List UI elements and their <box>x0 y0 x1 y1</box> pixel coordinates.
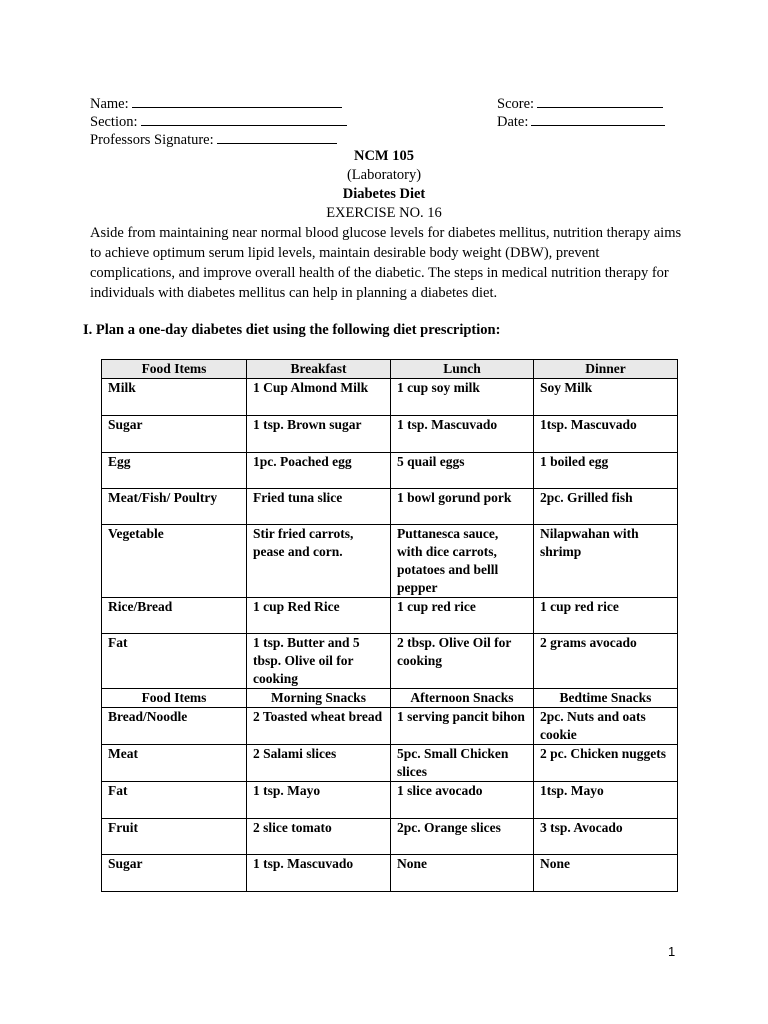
header-cell: Morning Snacks <box>247 689 391 708</box>
name-label: Name: <box>90 96 129 112</box>
table-cell: 1pc. Poached egg <box>247 453 391 489</box>
section-blank <box>141 112 347 126</box>
food-item-cell: Egg <box>102 453 247 489</box>
food-item-cell: Bread/Noodle <box>102 708 247 745</box>
section-label: Section: <box>90 114 138 130</box>
table-cell: 2pc. Orange slices <box>391 819 534 855</box>
food-item-cell: Sugar <box>102 416 247 453</box>
header-cell: Food Items <box>102 689 247 708</box>
table-cell: 1 bowl gorund pork <box>391 489 534 525</box>
table-cell: 1 cup soy milk <box>391 379 534 416</box>
table-cell: 1 tsp. Butter and 5 tbsp. Olive oil for cooking <box>247 634 391 689</box>
date-blank <box>531 112 665 126</box>
table-row <box>102 489 678 525</box>
table-cell: 1 tsp. Mascuvado <box>391 416 534 453</box>
section-heading: I. Plan a one-day diabetes diet using the following diet prescription: <box>83 322 501 338</box>
name-field <box>90 94 342 113</box>
table-cell: 1 slice avocado <box>391 782 534 819</box>
table-cell: 1tsp. Mayo <box>534 782 678 819</box>
food-item-cell: Fat <box>102 782 247 819</box>
food-item-cell: Milk <box>102 379 247 416</box>
table-cell: Soy Milk <box>534 379 678 416</box>
table-cell: 1 cup red rice <box>534 598 678 634</box>
table-cell: 5pc. Small Chicken slices <box>391 745 534 782</box>
table-cell: 1 Cup Almond Milk <box>247 379 391 416</box>
date-field <box>497 112 665 131</box>
signature-label: Professors Signature: <box>90 132 214 148</box>
table-cell: 2 Toasted wheat bread <box>247 708 391 745</box>
meals-header-row <box>102 360 678 379</box>
table-cell: 1tsp. Mascuvado <box>534 416 678 453</box>
table-cell: 1 cup Red Rice <box>247 598 391 634</box>
course-title: NCM 105 <box>353 148 414 164</box>
topic-title: Diabetes Diet <box>342 186 426 202</box>
table-row <box>102 598 678 634</box>
food-item-cell: Fat <box>102 634 247 689</box>
header-cell: Bedtime Snacks <box>534 689 678 708</box>
signature-blank <box>217 130 337 144</box>
table-cell: 1 serving pancit bihon <box>391 708 534 745</box>
table-row <box>102 453 678 489</box>
food-item-cell: Vegetable <box>102 525 247 598</box>
table-cell: 2 slice tomato <box>247 819 391 855</box>
food-item-cell: Fruit <box>102 819 247 855</box>
table-cell: 2 grams avocado <box>534 634 678 689</box>
table-row <box>102 855 678 892</box>
header-cell: Lunch <box>391 360 534 379</box>
food-item-cell: Sugar <box>102 855 247 892</box>
table-row <box>102 745 678 782</box>
score-field <box>497 94 663 113</box>
table-cell: 3 tsp. Avocado <box>534 819 678 855</box>
table-cell: 1 cup red rice <box>391 598 534 634</box>
table-cell: 2pc. Grilled fish <box>534 489 678 525</box>
header-cell: Afternoon Snacks <box>391 689 534 708</box>
score-label: Score: <box>497 96 535 112</box>
table-row <box>102 782 678 819</box>
table-cell: 1 tsp. Mayo <box>247 782 391 819</box>
table-cell: None <box>534 855 678 892</box>
page-number: 1 <box>668 944 676 959</box>
table-cell: 2 pc. Chicken nuggets <box>534 745 678 782</box>
table-cell: None <box>391 855 534 892</box>
table-row <box>102 708 678 745</box>
exercise-number: EXERCISE NO. 16 <box>326 205 442 221</box>
food-item-cell: Rice/Bread <box>102 598 247 634</box>
table-cell: 2pc. Nuts and oats cookie <box>534 708 678 745</box>
table-cell: 2 tbsp. Olive Oil for cooking <box>391 634 534 689</box>
table-row <box>102 416 678 453</box>
table-row <box>102 379 678 416</box>
section-field <box>90 112 347 131</box>
table-cell: Fried tuna slice <box>247 489 391 525</box>
diet-plan-table <box>101 359 678 892</box>
table-cell: 1 boiled egg <box>534 453 678 489</box>
table-cell: Nilapwahan with shrimp <box>534 525 678 598</box>
header-cell: Breakfast <box>247 360 391 379</box>
table-cell: Puttanesca sauce, with dice carrots, potatoes and belll pepper <box>391 525 534 598</box>
table-cell: 2 Salami slices <box>247 745 391 782</box>
table-cell: 1 tsp. Mascuvado <box>247 855 391 892</box>
course-type: (Laboratory) <box>346 167 422 183</box>
intro-paragraph: Aside from maintaining near normal blood glucose levels for diabetes mellitus, nutrition therapy aims to achieve optimum serum lipid levels, maintain desirable body weight (DBW), prevent complications, and improve overall health of the diabetic. The steps in medical nutrition therapy for individuals with diabetes mellitus can help in planning a diabetes diet. <box>90 225 682 301</box>
food-item-cell: Meat/Fish/ Poultry <box>102 489 247 525</box>
table-cell: Stir fried carrots, pease and corn. <box>247 525 391 598</box>
snacks-header-row <box>102 689 678 708</box>
table-cell: 1 tsp. Brown sugar <box>247 416 391 453</box>
table-row <box>102 634 678 689</box>
table-row <box>102 819 678 855</box>
table-row <box>102 525 678 598</box>
date-label: Date: <box>497 114 529 130</box>
name-blank <box>132 94 342 108</box>
score-blank <box>537 94 663 108</box>
table-cell: 5 quail eggs <box>391 453 534 489</box>
header-cell: Dinner <box>534 360 678 379</box>
food-item-cell: Meat <box>102 745 247 782</box>
header-cell: Food Items <box>102 360 247 379</box>
